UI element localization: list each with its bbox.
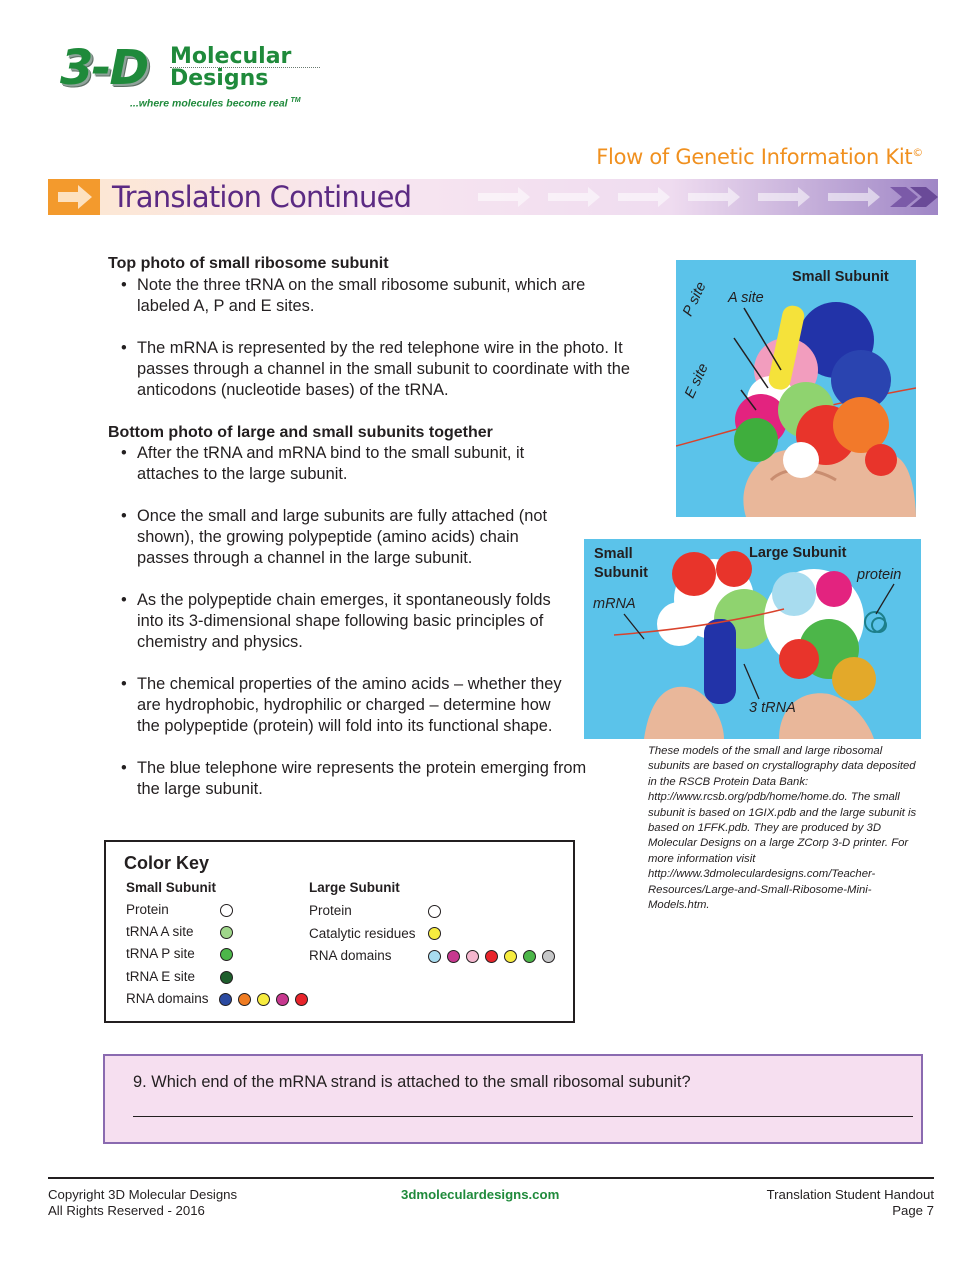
footer-doc-title: Translation Student Handout — [766, 1187, 934, 1202]
logo-mark: 3-D — [60, 40, 148, 96]
color-swatch — [276, 993, 289, 1006]
small-subunit-photo — [676, 260, 916, 517]
section-banner — [48, 179, 938, 215]
color-swatch — [428, 905, 441, 918]
small-subunit-model-illustration — [676, 260, 916, 517]
bullet-item: • Note the three tRNA on the small ribosome subunit, which are labeled A, P and E sites. — [118, 275, 597, 317]
question-text: 9. Which end of the mRNA strand is attached to the small ribosomal subunit? — [133, 1073, 691, 1091]
bullet-item: • The blue telephone wire represents the protein emerging from the large subunit. — [118, 758, 602, 800]
small-subunit-label — [594, 545, 648, 583]
color-key — [104, 840, 575, 1023]
p-site-label: P site — [680, 279, 710, 319]
color-swatch — [220, 971, 233, 984]
top-photo-heading: Top photo of small ribosome subunit — [108, 255, 389, 272]
bullet-item: • The mRNA is represented by the red telephone wire in the photo. It passes through a channel in the small subunit to coordinate with the anticodons (nucleotide bases) of the tRNA. — [118, 338, 673, 401]
color-swatch — [466, 950, 479, 963]
key-label: tRNA A site — [126, 924, 194, 939]
color-swatch — [504, 950, 517, 963]
company-logo — [60, 40, 330, 112]
bullet-item: • The chemical properties of the amino acids – whether they are hydrophobic, hydrophilic or charged – determine how the polypeptide (protein) will fold into its functional shape. — [118, 674, 567, 737]
page-title: Translation Continued — [112, 180, 412, 214]
arrow-icon — [58, 185, 92, 209]
logo-trademark: TM — [290, 97, 301, 104]
top-photo-bullets — [118, 275, 673, 422]
color-swatch — [238, 993, 251, 1006]
color-swatch — [257, 993, 270, 1006]
logo-name-line1: Molecular — [170, 44, 292, 69]
large-small-subunit-photo — [584, 539, 921, 739]
footer-copyright — [48, 1187, 237, 1219]
color-swatch — [219, 993, 232, 1006]
color-swatch — [295, 993, 308, 1006]
color-key-title: Color Key — [124, 853, 210, 873]
color-swatch — [447, 950, 460, 963]
logo-name-line2: Designs — [170, 66, 269, 91]
footer-page-number: Page 7 — [892, 1203, 934, 1218]
color-swatch — [523, 950, 536, 963]
small-subunit-label-line1: Small — [594, 546, 633, 562]
kit-title-text: Flow of Genetic Information Kit — [596, 145, 913, 169]
kit-title — [596, 145, 923, 169]
footer-copyright-line1: Copyright 3D Molecular Designs — [48, 1187, 238, 1202]
key-label: tRNA P site — [126, 946, 195, 961]
answer-line[interactable] — [133, 1116, 913, 1117]
color-swatch — [220, 926, 233, 939]
logo-tagline — [130, 97, 301, 110]
key-label: tRNA E site — [126, 969, 196, 984]
bullet-item: • As the polypeptide chain emerges, it spontaneously folds into its 3-dimensional shape following basic principles of chemistry and physics. — [118, 590, 552, 653]
key-label: RNA domains — [126, 991, 209, 1006]
small-subunit-label-line2: Subunit — [594, 565, 648, 581]
color-swatch — [542, 950, 555, 963]
key-label: Protein — [126, 902, 169, 917]
large-subunit-label: Large Subunit — [749, 545, 847, 561]
key-label: Catalytic residues — [309, 926, 416, 941]
bottom-photo-heading: Bottom photo of large and small subunits together — [108, 424, 493, 441]
footer-document-info — [767, 1187, 934, 1219]
bullet-item: • Once the small and large subunits are fully attached (not shown), the growing polypeptide (amino acids) chain passes through a channel in the large subunit. — [118, 506, 557, 569]
key-label: Protein — [309, 903, 352, 918]
color-swatch — [220, 904, 233, 917]
large-subunit-key-heading: Large Subunit — [309, 880, 400, 895]
photo-caption: These models of the small and large ribosomal subunits are based on crystallography data deposited in the RSCB Protein Data Bank: http://www.rcsb.org/pdb/home/home.do. The small subunit is based on 1GIX.pdb and the large subunit is based on 1FFK.pdb. They are produced by 3D Molecular Designs on a large ZCorp 3-D printer. For more information visit http://www.3dmoleculardesigns.com/Teacher-Resources/Large-and-Small-Ribosome-Mini-Models.htm. — [648, 745, 917, 912]
key-label: RNA domains — [309, 948, 392, 963]
mrna-label: mRNA — [593, 596, 636, 612]
color-swatch — [428, 950, 441, 963]
color-swatch — [220, 948, 233, 961]
bullet-item: • After the tRNA and mRNA bind to the small subunit, it attaches to the large subunit. — [118, 443, 547, 485]
e-site-label: E site — [682, 361, 712, 401]
color-swatch — [485, 950, 498, 963]
bottom-photo-bullets — [118, 443, 587, 821]
logo-tagline-text: ...where molecules become real — [130, 97, 288, 110]
small-subunit-label: Small Subunit — [792, 269, 889, 285]
kit-title-mark: © — [912, 146, 923, 159]
question-box — [103, 1054, 923, 1144]
footer-copyright-line2: All Rights Reserved - 2016 — [48, 1203, 205, 1218]
footer-website-link[interactable]: 3dmoleculardesigns.com — [401, 1187, 560, 1202]
a-site-label: A site — [728, 290, 764, 306]
footer-divider — [48, 1177, 934, 1179]
trna-label: 3 tRNA — [749, 700, 796, 716]
small-subunit-key-heading: Small Subunit — [126, 880, 217, 895]
color-swatch — [428, 927, 441, 940]
protein-label: protein — [857, 567, 902, 583]
